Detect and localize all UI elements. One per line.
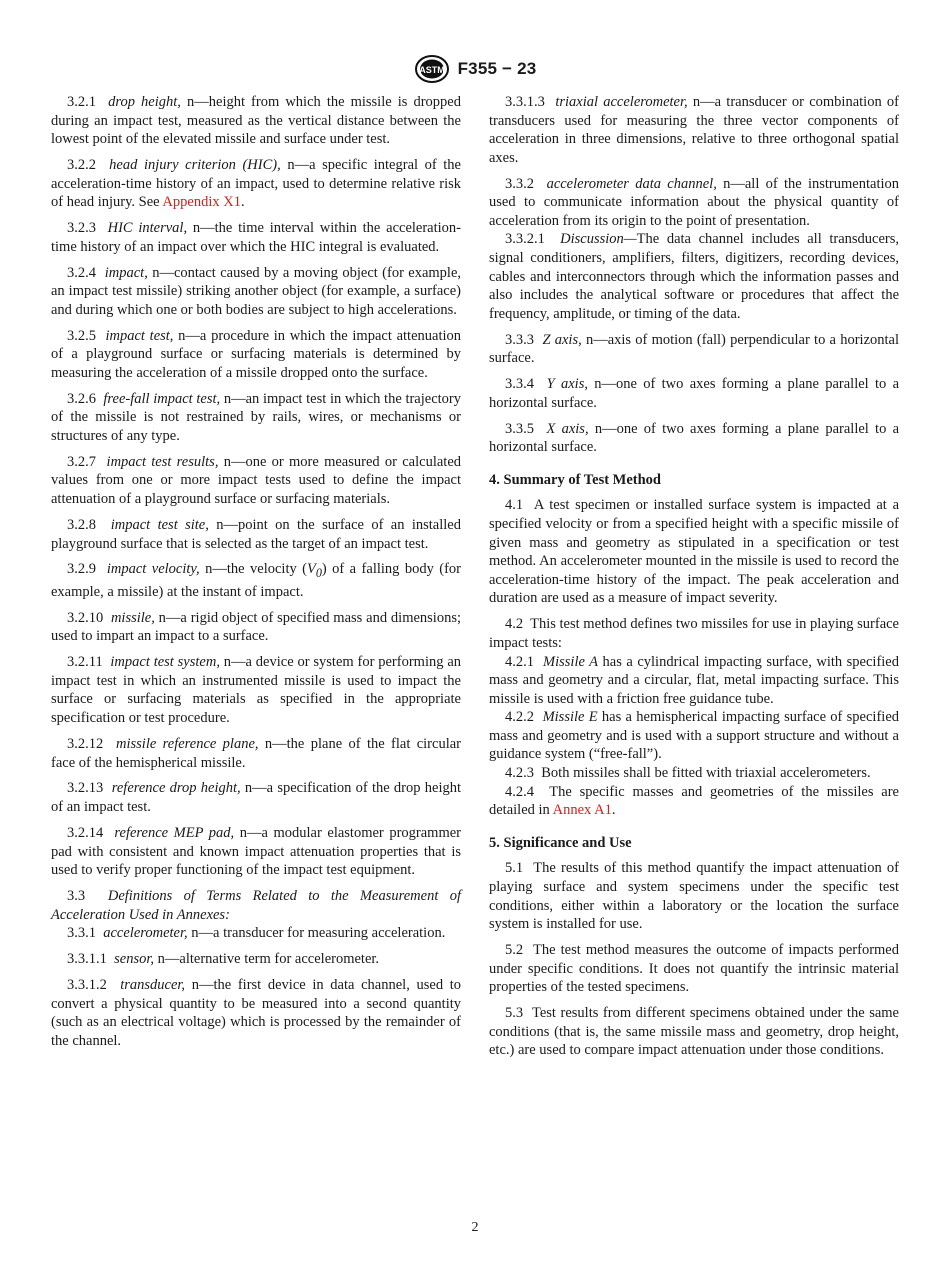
section-number: 3.3.1.1	[67, 951, 107, 968]
paragraph	[51, 779, 461, 816]
paragraph	[489, 708, 899, 764]
defined-term: drop height,	[108, 94, 181, 110]
section-number: 4.2.4	[505, 783, 534, 800]
paragraph-text: A test specimen or installed surface system is impacted at a specified velocity or from a specified height with a specific missile of given mass and geometry as stipulated in a specification or test method. An accelerometer mounted in the missile is used to record the acceleration-time history of the impact. The peak acceleration and duration are used as a measure of impact severity.	[489, 497, 900, 607]
paragraph	[51, 516, 461, 553]
paragraph-text: n—a procedure in which the impact attenuation of a playground surface or surfacing materials is determined by measuring the acceleration of a missile dropped onto the surface.	[51, 327, 462, 381]
defined-term: HIC interval,	[107, 220, 188, 237]
page-header	[0, 52, 950, 86]
paragraph	[489, 941, 899, 997]
section-number: 3.2.10	[67, 609, 104, 626]
paragraph-text: n—the plane of the flat circular face of the hemispherical missile.	[51, 735, 461, 771]
paragraph-text: n—one of two axes forming a plane parallel to a horizontal surface.	[489, 376, 900, 411]
paragraph-text: The test method measures the outcome of impacts performed under specific conditions. It does not quantify the intrinsic material properties of the tested specimens.	[489, 942, 899, 996]
paragraph-text: n—height from which the missile is dropped during an impact test, measured as the vertical distance between the lowest point of the elevated missile and surface under test.	[51, 94, 461, 148]
paragraph	[51, 264, 461, 320]
defined-term: X axis,	[546, 420, 589, 437]
defined-term: missile,	[110, 609, 155, 626]
section-number: 3.2.1	[67, 94, 96, 110]
standard-designation: F355 − 23	[457, 59, 537, 78]
defined-term: Missile E	[542, 709, 598, 726]
section-number: 4.2.3	[505, 765, 534, 782]
section-number: 5.3	[505, 1005, 524, 1022]
defined-term: impact velocity,	[106, 561, 200, 578]
paragraph	[489, 331, 899, 368]
paragraph-text: This test method defines two missiles for use in playing surface impact tests:	[489, 616, 899, 651]
defined-term: Discussion—	[560, 231, 637, 248]
paragraph	[489, 375, 899, 412]
defined-term: accelerometer data channel,	[546, 175, 717, 192]
paragraph	[51, 950, 461, 969]
defined-term: reference MEP pad,	[114, 824, 235, 841]
paragraph	[51, 609, 461, 646]
defined-term: impact,	[104, 264, 148, 281]
paragraph-text: n—a modular elastomer programmer pad with consistent and known impact attenuation properties that is used to verify proper functioning of the impact test equipment.	[51, 824, 461, 879]
paragraph-text: n—one of two axes forming a plane parallel to a horizontal surface.	[489, 420, 900, 456]
paragraph	[489, 1004, 899, 1060]
section-number: 4.1	[505, 497, 524, 514]
paragraph-text: .	[611, 802, 616, 819]
section-number: 3.2.8	[67, 516, 96, 533]
paragraph-text: n—one or more measured or calculated values from one or more impact tests used to define the impact attenuation of a playground surface or surfacing materials.	[51, 453, 462, 508]
defined-term: missile reference plane,	[116, 735, 259, 752]
section-number: 3.3.1	[67, 925, 96, 942]
paragraph-text: n—a transducer for measuring acceleration.	[187, 925, 446, 942]
variable-subscript: 0	[315, 566, 322, 581]
section-number: 3.2.5	[67, 327, 96, 344]
section-number: 3.2.11	[67, 654, 103, 671]
variable-symbol: V	[307, 561, 316, 578]
astm-logo-icon	[414, 54, 450, 84]
section-number: 3.3.1.3	[505, 94, 545, 110]
paragraph-text: .	[240, 194, 245, 211]
defined-term: head injury criterion (HIC),	[109, 157, 281, 174]
paragraph-text: The data channel includes all transducers, signal conditioners, amplifiers, filters, digitizers, recording devices, cables and interconnectors through which the information passes and also includes the analytical software or procedures that affect the frequency, amplitude, or timing of the data.	[489, 231, 900, 322]
paragraph	[51, 327, 461, 383]
section-number: 3.2.2	[67, 157, 96, 174]
section-number: 3.3.5	[505, 420, 534, 437]
cross-reference-link[interactable]: Annex A1	[552, 802, 612, 819]
section-number: 5.2	[505, 942, 524, 959]
section-number: 3.3.4	[505, 376, 534, 393]
paragraph-text: n—the time interval within the acceleration-time history of an impact over which the HIC integral is evaluated.	[51, 220, 462, 255]
paragraph-text: Test results from different specimens obtained under the same conditions (that is, the same missile mass and geometry, drop height, etc.) are used to compare impact attenuation under those conditions.	[489, 1005, 899, 1059]
defined-term: transducer,	[120, 976, 186, 993]
section-heading: 4. Summary of Test Method	[489, 471, 661, 488]
section-number: 5.1	[505, 860, 524, 877]
defined-term: impact test results,	[106, 453, 219, 470]
paragraph	[489, 230, 899, 323]
paragraph-text: The results of this method quantify the impact attenuation of playing surface and system specimens under the specific test conditions, either within a laboratory or the location the surface system is installed for use.	[489, 860, 899, 933]
defined-term: sensor,	[114, 951, 155, 968]
paragraph-text: Both missiles shall be fitted with triaxial accelerometers.	[541, 765, 871, 782]
section-number: 3.3	[67, 888, 86, 905]
section-heading: 5. Significance and Use	[489, 834, 632, 851]
paragraph	[51, 824, 461, 880]
paragraph-text: n—alternative term for accelerometer.	[154, 951, 380, 968]
paragraph-text: has a cylindrical impacting surface, with specified mass and geometry and a circular, flat, metal impacting surface. This missile is used with a friction free guidance tube.	[489, 653, 899, 707]
paragraph	[51, 390, 461, 446]
paragraph	[489, 653, 899, 709]
paragraph	[489, 175, 899, 231]
paragraph	[51, 887, 461, 924]
paragraph	[489, 93, 899, 167]
paragraph	[489, 783, 899, 820]
section-number: 3.2.13	[67, 780, 104, 797]
paragraph-text: n—the velocity (	[199, 561, 307, 578]
defined-term: reference drop height,	[111, 780, 241, 797]
defined-term: impact test system,	[110, 654, 220, 671]
paragraph-text: n—a device or system for performing an impact test in which an instrumented missile is used to impact the surface or surfacing materials as specified in the appropriate specification or test procedure.	[51, 654, 462, 727]
paragraph-text: The specific masses and geometries of the missiles are detailed in	[489, 783, 899, 819]
paragraph	[489, 859, 899, 933]
paragraph	[489, 496, 899, 608]
section-number: 3.3.3	[505, 331, 534, 348]
defined-term: Y axis,	[546, 376, 588, 393]
paragraph-text: n—an impact test in which the trajectory of the missile is not restrained by rails, wires, or mechanisms or structures of any type.	[51, 390, 462, 444]
paragraph-text: n—a specific integral of the acceleration-time history of an impact, used to determine relative risk of head injury. See	[51, 157, 461, 211]
section-number: 3.3.2	[505, 175, 534, 192]
defined-term: impact test site,	[110, 516, 209, 533]
section-number: 3.2.7	[67, 453, 96, 470]
defined-term: Z axis,	[542, 331, 582, 348]
section-number: 3.2.4	[67, 264, 96, 281]
defined-term: Missile A	[543, 653, 599, 670]
paragraph	[51, 924, 461, 943]
paragraph-text: n—contact caused by a moving object (for example, an impact test missile) striking another object (for example, a surface) and during which one or both bodies are subject to high accelerations.	[51, 264, 462, 318]
left-column	[51, 93, 461, 1058]
cross-reference-link[interactable]: Appendix X1	[162, 194, 241, 211]
paragraph	[51, 93, 461, 149]
paragraph-text: ) of a falling body (for example, a missile) at the instant of impact.	[51, 561, 462, 600]
page-number: 2	[471, 1220, 479, 1235]
paragraph-text: n—all of the instrumentation used to communicate information about the physical quantity of acceleration from its origin to the point of presentation.	[489, 175, 899, 229]
paragraph	[51, 453, 461, 509]
paragraph	[51, 976, 461, 1050]
paragraph-text: n—a transducer or combination of transducers used for measuring the three vector components of acceleration in three dimensions, relative to three orthogonal spatial axes.	[489, 94, 899, 166]
section-number: 3.2.9	[67, 561, 96, 578]
defined-term: triaxial accelerometer,	[555, 94, 688, 110]
section-number: 4.2.1	[505, 653, 534, 670]
section-number: 4.2	[505, 616, 524, 633]
paragraph-text: n—point on the surface of an installed playground surface that is selected as the target of an impact test.	[51, 516, 461, 552]
paragraph	[51, 653, 461, 727]
defined-term: impact test,	[105, 327, 174, 344]
section-number: 3.2.6	[67, 390, 96, 407]
paragraph-text: n—a rigid object of specified mass and dimensions; used to impart an impact to a surface.	[51, 609, 462, 645]
paragraph	[51, 219, 461, 256]
paragraph	[51, 560, 461, 601]
paragraph	[51, 735, 461, 772]
section-number: 3.3.1.2	[67, 976, 107, 993]
paragraph-text: n—axis of motion (fall) perpendicular to a horizontal surface.	[489, 331, 899, 367]
defined-term: free-fall impact test,	[103, 390, 221, 407]
section-number: 4.2.2	[505, 709, 534, 726]
section-number: 3.2.14	[67, 824, 104, 841]
paragraph	[489, 615, 899, 652]
section-number: 3.2.12	[67, 735, 104, 752]
right-column	[489, 93, 899, 1067]
astm-logo-text: ASTM	[418, 65, 445, 75]
paragraph-text: n—a specification of the drop height of an impact test.	[51, 780, 462, 816]
section-number: 3.2.3	[67, 220, 96, 237]
section-number: 3.3.2.1	[505, 231, 545, 248]
paragraph	[489, 764, 899, 783]
paragraph-text: has a hemispherical impacting surface of specified mass and geometry and is used with a support structure and without a guidance system (“free-fall”).	[489, 709, 899, 763]
paragraph-text: n—the first device in data channel, used to convert a physical quantity to be measured into a second quantity (such as an electrical voltage) which is processed by the remainder of the channel.	[51, 976, 462, 1049]
defined-term: accelerometer,	[103, 925, 188, 942]
paragraph	[51, 156, 461, 212]
paragraph	[489, 420, 899, 457]
defined-term: Definitions of Terms Related to the Measurement of Acceleration Used in Annexes:	[51, 888, 461, 923]
